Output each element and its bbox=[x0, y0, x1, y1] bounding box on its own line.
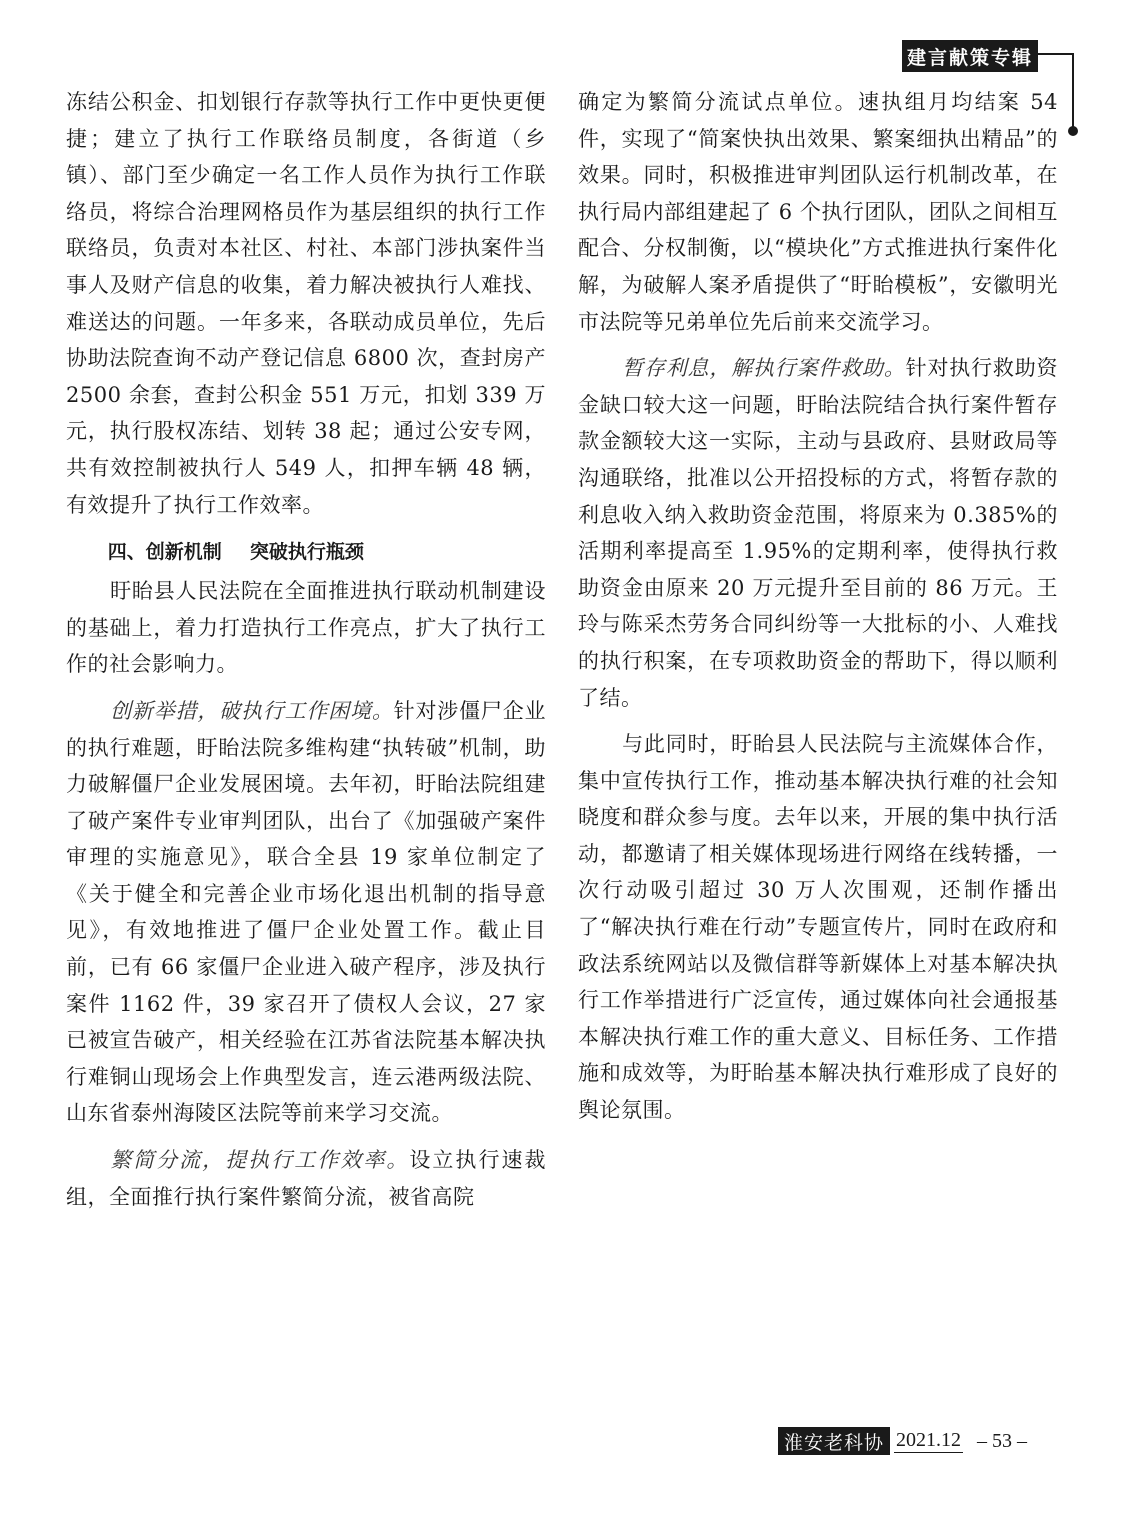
section-heading bbox=[66, 535, 546, 569]
column-tag: 建言献策专辑 bbox=[902, 40, 1038, 72]
header-dot bbox=[1068, 126, 1078, 136]
page-number: – 53 – bbox=[977, 1429, 1028, 1452]
journal-name: 淮安老科协 bbox=[778, 1427, 890, 1455]
paragraph-lead: 繁简分流，提执行工作效率。 bbox=[110, 1148, 410, 1173]
paragraph-lead: 暂存利息，解执行案件救助。 bbox=[622, 356, 906, 381]
section-heading-number: 四、创新机制 bbox=[107, 541, 222, 564]
paragraph bbox=[578, 350, 1058, 716]
paragraph-body: 针对涉僵尸企业的执行难题，盱眙法院多维构建“执转破”机制，助力破解僵尸企业发展困境。去年初，盱眙法院组建了破产案件专业审判团队，出台了《加强破产案件审理的实施意见》，联合全县 19 家单位制定了《关于健全和完善企业市场化退出机制的指导意见》，有效地推进了僵尸企业处置工作。截止目前，已有 66 家僵尸企业进入破产程序，涉及执行案件 1162 件，39 家召开了债权人会议，27 家已被宣告破产，相关经验在江苏省法院基本解决执行难铜山现场会上作典型发言，连云港两级法院、山东省泰州海陵区法院等前来学习交流。 bbox=[66, 698, 547, 1126]
section-heading-title: 突破执行瓶颈 bbox=[249, 541, 364, 564]
left-column bbox=[66, 84, 546, 1215]
issue-date: 2021.12 bbox=[896, 1429, 962, 1451]
paragraph bbox=[66, 1142, 546, 1215]
paragraph: 与此同时，盱眙县人民法院与主流媒体合作，集中宣传执行工作，推动基本解决执行难的社会知晓度和群众参与度。去年以来，开展的集中执行活动，都邀请了相关媒体现场进行网络在线转播，一次行动吸引超过 30 万人次围观，还制作播出了“解决执行难在行动”专题宣传片，同时在政府和政法系统网站以及微信群等新媒体上对基本解决执行工作举措进行广泛宣传，通过媒体向社会通报基本解决执行难工作的重大意义、目标任务、工作措施和成效等，为盱眙基本解决执行难形成了良好的舆论氛围。 bbox=[578, 732, 1058, 1123]
right-column bbox=[578, 84, 1058, 1129]
paragraph: 冻结公积金、扣划银行存款等执行工作中更快更便捷；建立了执行工作联络员制度，各街道（乡镇）、部门至少确定一名工作人员作为执行工作联络员，将综合治理网格员作为基层组织的执行工作联络员，负责对本社区、村社、本部门涉执案件当事人及财产信息的收集，着力解决被执行人难找、难送达的问题。一年多来，各联动成员单位，先后协助法院查询不动产登记信息 6800 次，查封房产 2500 余套，查封公积金 551 万元，扣划 339 万元，执行股权冻结、划转 38 起；通过公安专网，共有效控制被执行人 549 人，扣押车辆 48 辆，有效提升了执行工作效率。 bbox=[66, 90, 546, 517]
paragraph-body: 针对执行救助资金缺口较大这一问题，盱眙法院结合执行案件暂存款金额较大这一实际，主动与县政府、县财政局等沟通联络，批准以公开招投标的方式，将暂存款的利息收入纳入救助资金范围，将原来为 0.385%的活期利率提高至 1.95%的定期利率，使得执行救助资金由原来 20 万元提升至目前的 86 万元。王玲与陈采杰劳务合同纠纷等一大批标的小、人难找的执行积案，在专项救助资金的帮助下，得以顺利了结。 bbox=[578, 356, 1059, 710]
paragraph bbox=[66, 693, 546, 1132]
header-rule bbox=[1038, 53, 1073, 55]
paragraph: 盱眙县人民法院在全面推进执行联动机制建设的基础上，着力打造执行工作亮点，扩大了执行工作的社会影响力。 bbox=[66, 579, 546, 677]
paragraph-body: 设立执行速裁组，全面推行执行案件繁简分流，被省高院 bbox=[66, 1148, 547, 1209]
page-footer bbox=[778, 1426, 1027, 1456]
paragraph-lead: 创新举措，破执行工作困境。 bbox=[110, 698, 394, 723]
paragraph: 确定为繁简分流试点单位。速执组月均结案 54 件，实现了“简案快执出效果、繁案细执出精品”的效果。同时，积极推进审判团队运行机制改革，在执行局内部组建起了 6 个执行团队，团队之间相互配合、分权制衡，以“模块化”方式推进执行案件化解，为破解人案矛盾提供了“盱眙模板”，安徽明光市法院等兄弟单位先后前来交流学习。 bbox=[578, 90, 1058, 334]
header-rule-vertical bbox=[1072, 53, 1074, 135]
